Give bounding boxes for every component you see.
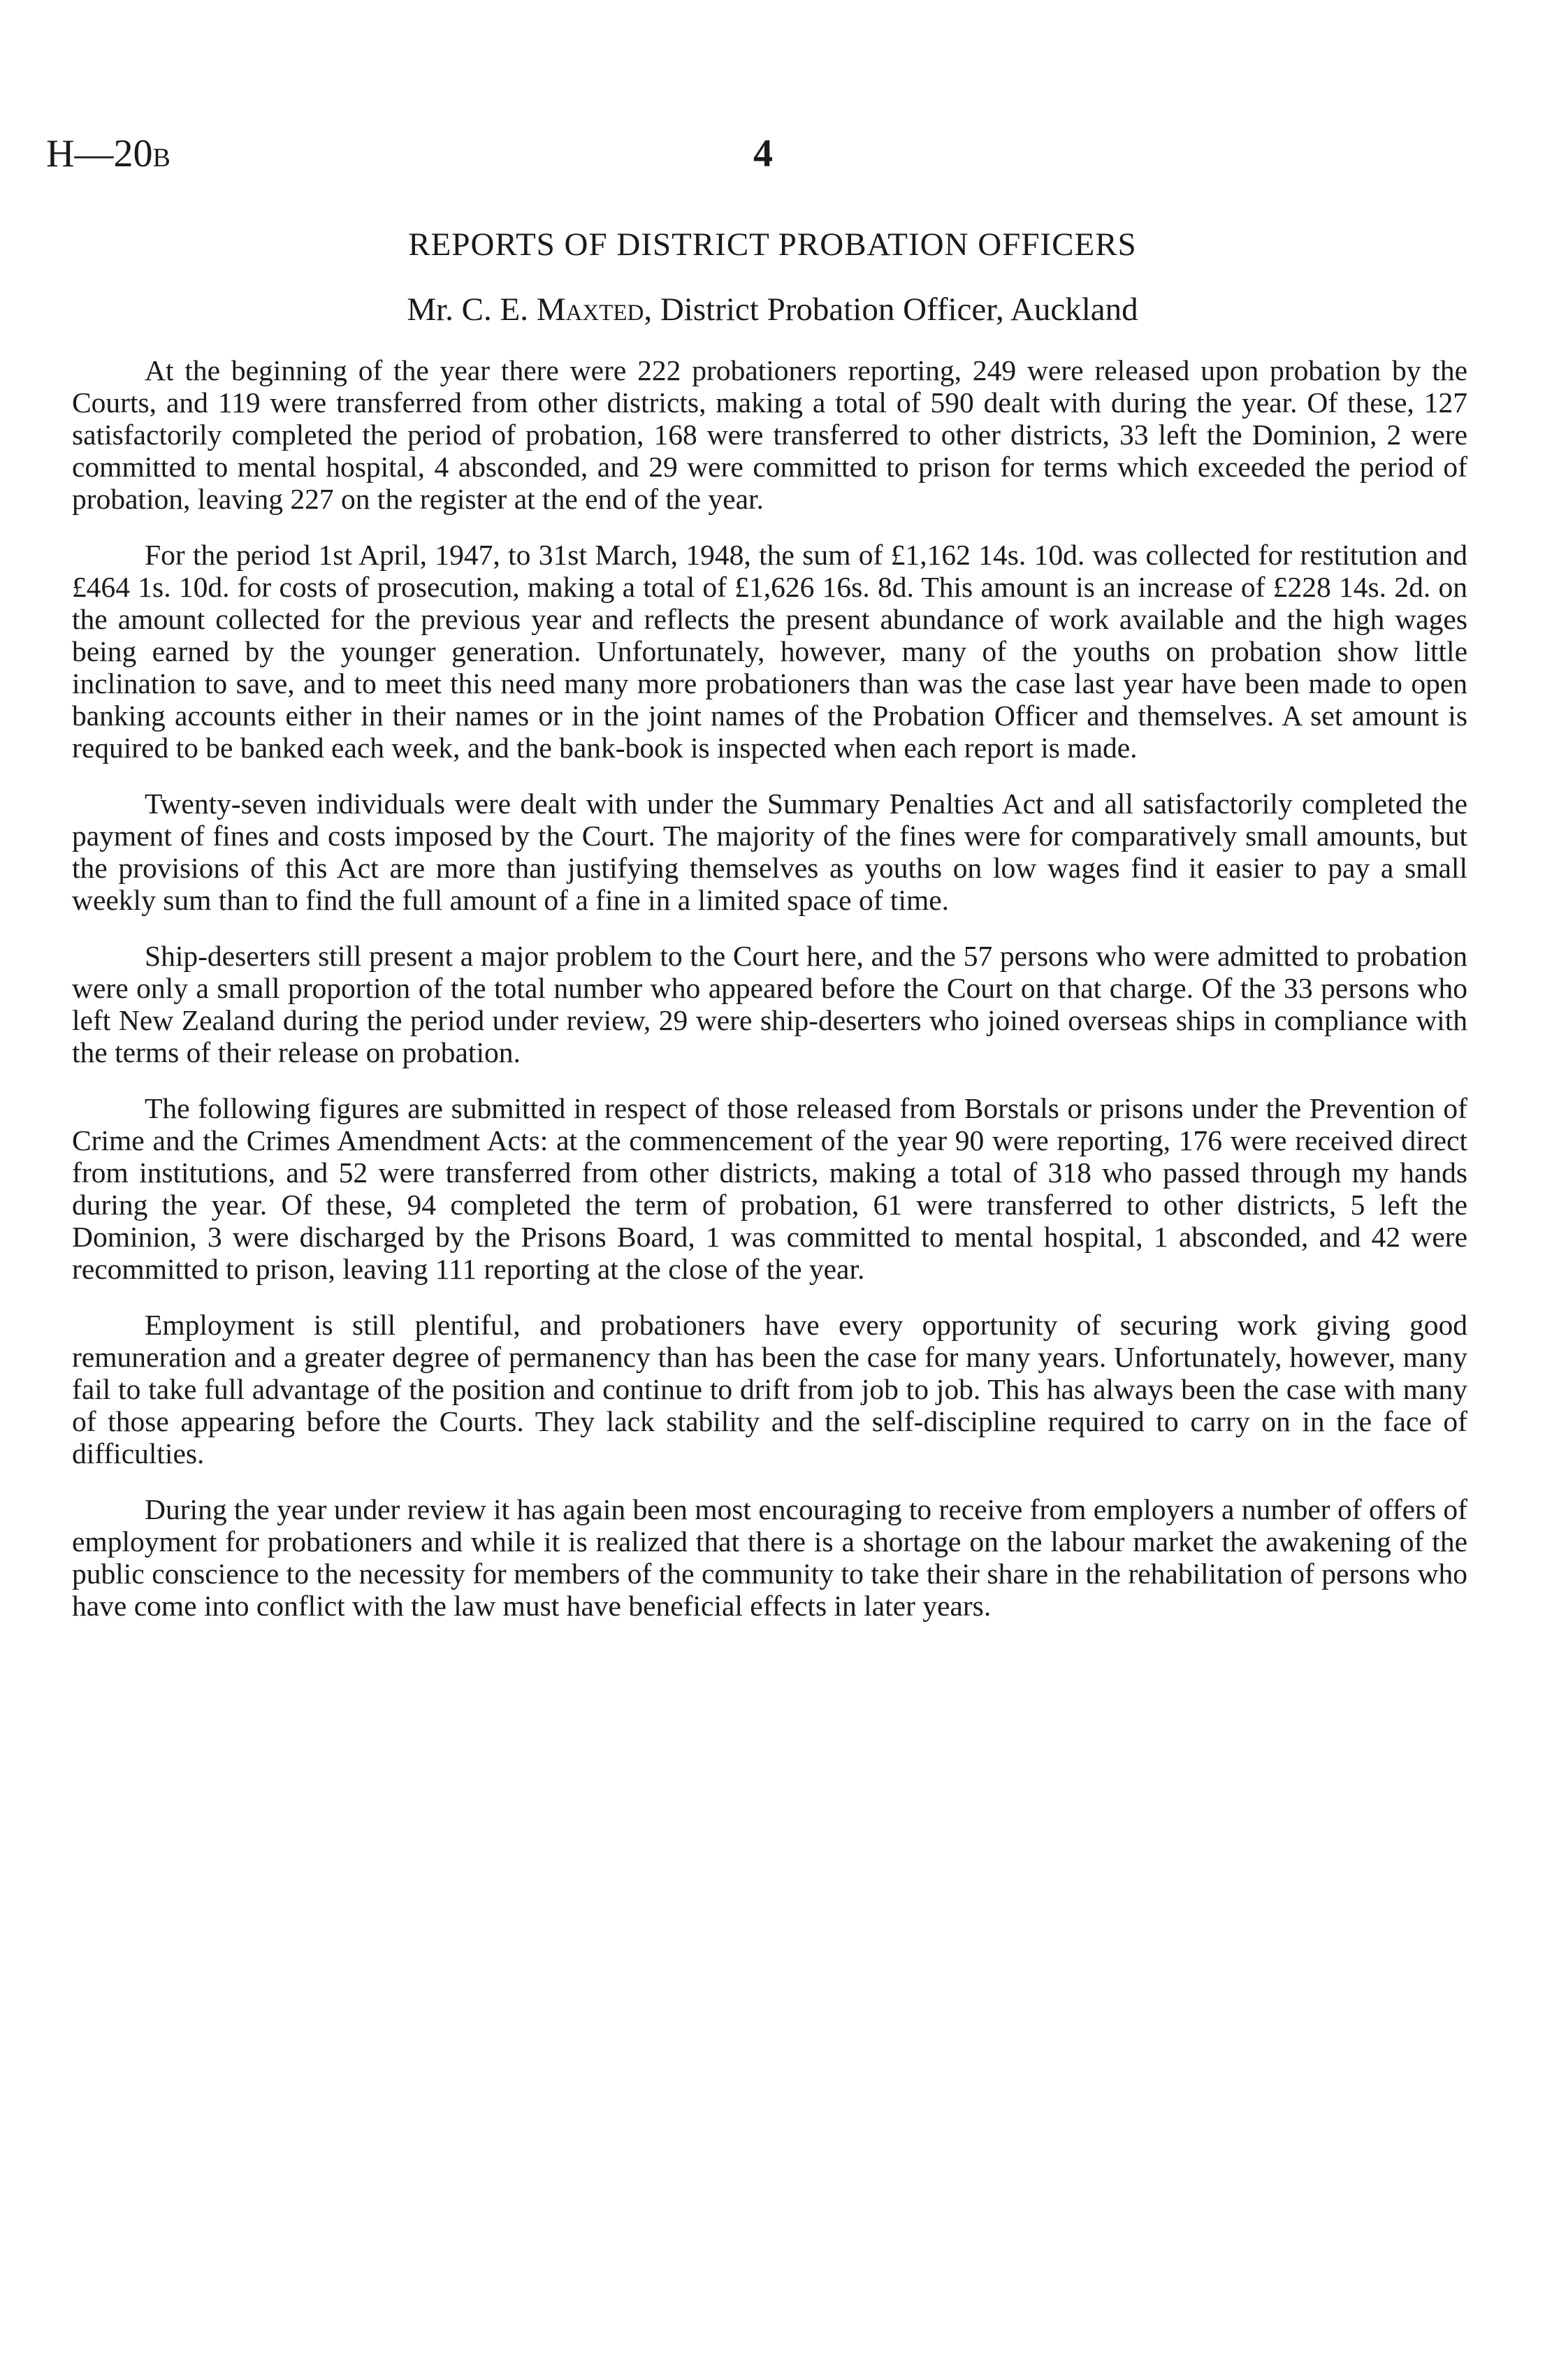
document-code-suffix: B	[152, 143, 171, 173]
paragraph-employment: Employment is still plentiful, and probationers have every opportunity of securing work giving good remuneration and a greater degree of permanency than has been the case for many years. Unfortunately, however, many fail to take full advantage of the position and continue to drift from job to job. This has always been the case with many of those appearing before the Courts. They lack stability and the self-discipline required to carry on in the face of difficulties.	[72, 1309, 1467, 1470]
paragraph-employer-offers: During the year under review it has again been most encouraging to receive from employers a number of offers of employment for probationers and while it is realized that there is a shortage on the labour market the awakening of the public conscience to the necessity for members of the community to take their share in the rehabilitation of persons who have come into conflict with the law must have beneficial effects in later years.	[72, 1493, 1467, 1622]
officer-role: , District Probation Officer, Auckland	[644, 291, 1138, 328]
officer-name-prefix: Mr. C. E.	[407, 291, 537, 328]
paragraph-restitution: For the period 1st April, 1947, to 31st March, 1948, the sum of £1,162 14s. 10d. was collected for restitution and £464 1s. 10d. for costs of prosecution, making a total of £1,626 16s. 8d. This amount is an increase of £228 14s. 2d. on the amount collected for the previous year and reflects the present abundance of work available and the high wages being earned by the younger generation. Unfortunately, however, many of the youths on probation show little inclination to save, and to meet this need many more probationers than was the case last year have been made to open banking accounts either in their names or in the joint names of the Probation Officer and themselves. A set amount is required to be banked each week, and the bank-book is inspected when each report is made.	[72, 539, 1467, 764]
paragraph-ship-deserters: Ship-deserters still present a major problem to the Court here, and the 57 persons who were admitted to probation were only a small proportion of the total number who appeared before the Court on that charge. Of the 33 persons who left New Zealand during the period under review, 29 were ship-deserters who joined overseas ships in compliance with the terms of their release on probation.	[72, 940, 1467, 1068]
document-code-main: H—20	[46, 132, 153, 175]
paragraph-summary-penalties: Twenty-seven individuals were dealt with under the Summary Penalties Act and all satisfactorily completed the payment of fines and costs imposed by the Court. The majority of the fines were for comparatively small amounts, but the provisions of this Act are more than justifying themselves as youths on low wages find it easier to pay a small weekly sum than to find the full amount of a fine in a limited space of time.	[72, 788, 1467, 916]
officer-heading	[0, 290, 1545, 329]
report-title: REPORTS OF DISTRICT PROBATION OFFICERS	[408, 226, 1137, 263]
officer-surname: Maxted	[536, 291, 644, 328]
paragraph-probationer-totals: At the beginning of the year there were 222 probationers reporting, 249 were released upon probation by the Courts, and 119 were transferred from other districts, making a total of 590 dealt with during the year. Of these, 127 satisfactorily completed the period of probation, 168 were transferred to other districts, 33 left the Dominion, 2 were committed to mental hospital, 4 absconded, and 29 were committed to prison for terms which exceeded the period of probation, leaving 227 on the register at the end of the year.	[72, 354, 1467, 515]
running-head	[46, 131, 1465, 194]
paragraph-borstal-figures: The following figures are submitted in respect of those released from Borstals or prisons under the Prevention of Crime and the Crimes Amendment Acts: at the commencement of the year 90 were reporting, 176 were received direct from institutions, and 52 were transferred from other districts, making a total of 318 who passed through my hands during the year. Of these, 94 completed the term of probation, 61 were transferred to other districts, 5 left the Dominion, 3 were discharged by the Prisons Board, 1 was committed to mental hospital, 1 absconded, and 42 were recommitted to prison, leaving 111 reporting at the close of the year.	[72, 1092, 1467, 1285]
page-number: 4	[753, 132, 773, 175]
document-code	[46, 131, 171, 180]
report-body	[72, 354, 1467, 1646]
